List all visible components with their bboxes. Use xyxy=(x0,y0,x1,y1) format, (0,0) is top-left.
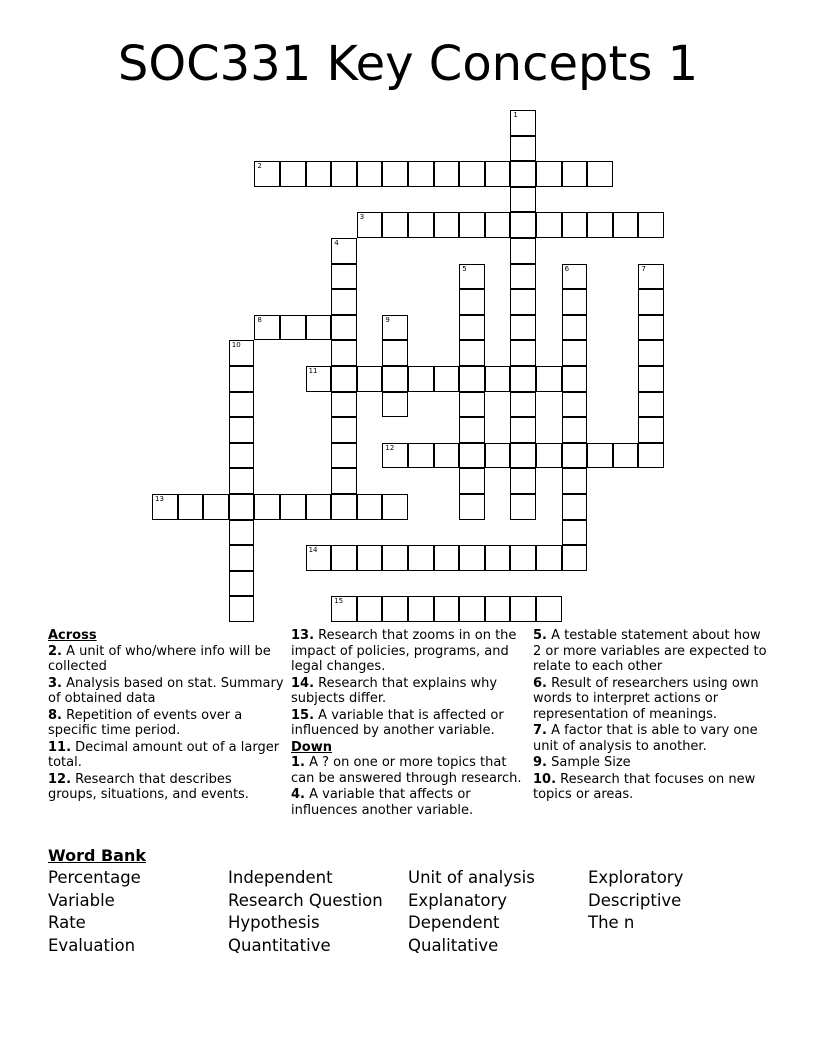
grid-cell[interactable] xyxy=(562,161,588,187)
word-bank xyxy=(48,867,808,967)
clue-number: 14 xyxy=(308,546,318,555)
grid-cell[interactable] xyxy=(229,520,255,546)
grid-cell[interactable] xyxy=(562,264,588,290)
word-bank-item: Exploratory xyxy=(588,868,684,887)
grid-cell[interactable] xyxy=(357,494,383,520)
clue xyxy=(291,755,527,786)
word-bank-item: Hypothesis xyxy=(228,913,320,932)
grid-cell[interactable] xyxy=(562,545,588,571)
grid-cell[interactable] xyxy=(510,468,536,494)
grid-cell[interactable] xyxy=(459,468,485,494)
grid-cell[interactable] xyxy=(536,596,562,622)
clue-number: 6 xyxy=(564,264,570,273)
grid-cell[interactable] xyxy=(459,443,485,469)
clue-number: 3 xyxy=(359,213,365,222)
clue-number: 7 xyxy=(641,264,646,273)
grid-cell[interactable] xyxy=(434,366,460,392)
grid-cell[interactable] xyxy=(357,545,383,571)
grid-cell[interactable] xyxy=(510,264,536,290)
grid-cell[interactable] xyxy=(536,161,562,187)
grid-cell[interactable] xyxy=(459,545,485,571)
clue-number-label: 7. xyxy=(533,723,547,738)
grid-cell[interactable] xyxy=(434,596,460,622)
clue-number: 15 xyxy=(334,597,344,606)
clue-text: Research that describes groups, situations, and events. xyxy=(48,771,249,802)
clue-number-label: 9. xyxy=(533,755,547,770)
grid-cell[interactable] xyxy=(459,212,485,238)
grid-cell[interactable] xyxy=(638,417,664,443)
clue-text: Research that zooms in on the impact of policies, programs, and legal changes. xyxy=(291,628,517,674)
grid-cell[interactable] xyxy=(459,315,485,341)
grid-cell[interactable] xyxy=(306,161,332,187)
grid-cell[interactable] xyxy=(485,545,511,571)
grid-cell[interactable] xyxy=(229,366,255,392)
clue xyxy=(533,676,769,723)
grid-cell[interactable] xyxy=(306,494,332,520)
grid-cell[interactable] xyxy=(459,340,485,366)
grid-cell[interactable] xyxy=(638,315,664,341)
grid-cell[interactable] xyxy=(510,238,536,264)
grid-cell[interactable] xyxy=(254,161,280,187)
grid-cell[interactable] xyxy=(331,494,357,520)
grid-cell[interactable] xyxy=(536,212,562,238)
grid-cell[interactable] xyxy=(229,571,255,597)
grid-cell[interactable] xyxy=(510,417,536,443)
grid-cell[interactable] xyxy=(459,264,485,290)
grid-cell[interactable] xyxy=(562,468,588,494)
grid-cell[interactable] xyxy=(510,596,536,622)
word-bank-item: Evaluation xyxy=(48,935,136,955)
grid-cell[interactable] xyxy=(510,545,536,571)
word-bank-item: Percentage xyxy=(48,868,141,887)
word-bank-item: Rate xyxy=(48,913,86,932)
grid-cell[interactable] xyxy=(306,366,332,392)
clue xyxy=(48,772,284,803)
grid-cell[interactable] xyxy=(485,443,511,469)
clue xyxy=(48,676,284,707)
grid-cell[interactable] xyxy=(562,315,588,341)
clues-column-2 xyxy=(291,628,527,819)
grid-cell[interactable] xyxy=(229,392,255,418)
grid-cell[interactable] xyxy=(229,494,255,520)
word-bank-item: Variable xyxy=(48,890,115,910)
word-bank-item: Qualitative xyxy=(408,935,499,955)
clue-number: 13 xyxy=(155,495,164,503)
clue-text: A testable statement about how 2 or more variables are expected to relate to each other xyxy=(533,628,767,674)
grid-cell[interactable] xyxy=(510,136,536,162)
grid-cell[interactable] xyxy=(306,545,332,571)
grid-cell[interactable] xyxy=(459,596,485,622)
grid-cell[interactable] xyxy=(510,161,536,187)
grid-cell[interactable] xyxy=(510,187,536,213)
grid-cell[interactable] xyxy=(254,315,280,341)
grid-cell[interactable] xyxy=(229,596,255,622)
grid-cell[interactable] xyxy=(357,212,383,238)
grid-cell[interactable] xyxy=(408,443,434,469)
clue xyxy=(48,708,284,739)
grid-cell[interactable] xyxy=(382,494,408,520)
clue-number: 8 xyxy=(257,315,262,324)
clue-number: 9 xyxy=(385,315,390,324)
page-title: SOC331 Key Concepts 1 xyxy=(117,36,699,92)
clue-text: Result of researchers using own words to interpret actions or representation of meanings. xyxy=(533,675,759,722)
clue-text: Analysis based on stat. Summary of obtained data xyxy=(48,675,284,706)
grid-cell[interactable] xyxy=(510,340,536,366)
grid-cell[interactable] xyxy=(331,340,357,366)
grid-cell[interactable] xyxy=(382,366,408,392)
grid-cell[interactable] xyxy=(331,468,357,494)
word-bank-title: Word Bank xyxy=(48,846,147,865)
across-heading: Across xyxy=(48,628,97,643)
clue-number-label: 5. xyxy=(533,628,547,643)
clue-number: 11 xyxy=(308,367,318,375)
grid-cell[interactable] xyxy=(562,494,588,520)
grid-cell[interactable] xyxy=(562,289,588,315)
clue-number: 5 xyxy=(462,264,467,273)
clue-number: 12 xyxy=(385,443,395,452)
grid-cell[interactable] xyxy=(510,212,536,238)
clue-text: A variable that is affected or influenced by another variable. xyxy=(291,707,504,738)
down-clue-list xyxy=(291,755,527,818)
grid-cell[interactable] xyxy=(331,417,357,443)
clue-text: Research that explains why subjects differ. xyxy=(291,675,498,706)
grid-cell[interactable] xyxy=(485,596,511,622)
clue xyxy=(48,644,284,675)
grid-cell[interactable] xyxy=(229,417,255,443)
word-bank-item: Independent xyxy=(228,868,333,887)
clue xyxy=(533,772,769,803)
clue-number-label: 15. xyxy=(291,707,315,723)
word-bank-item: Explanatory xyxy=(408,890,508,910)
grid-cell[interactable] xyxy=(229,545,255,571)
grid-cell[interactable] xyxy=(638,443,664,469)
grid-cell[interactable] xyxy=(562,520,588,546)
grid-cell[interactable] xyxy=(306,315,332,341)
grid-cell[interactable] xyxy=(408,545,434,571)
clue-number-label: 14. xyxy=(291,675,315,691)
grid-cell[interactable] xyxy=(408,161,434,187)
clue-number: 10 xyxy=(231,341,241,350)
clue-number-label: 11. xyxy=(48,739,72,755)
grid-cell[interactable] xyxy=(382,340,408,366)
grid-cell[interactable] xyxy=(229,443,255,469)
clue-text: Decimal amount out of a larger total. xyxy=(48,739,280,770)
grid-cell[interactable] xyxy=(459,161,485,187)
grid-cell[interactable] xyxy=(613,212,639,238)
across-clue-list xyxy=(48,644,284,803)
clue-text: A unit of who/where info will be collected xyxy=(48,643,271,674)
grid-cell[interactable] xyxy=(280,494,306,520)
grid-cell[interactable] xyxy=(562,417,588,443)
across-clue-list-continued xyxy=(291,628,527,739)
grid-cell[interactable] xyxy=(562,392,588,418)
clue-number: 2 xyxy=(257,162,262,171)
clue xyxy=(291,787,527,818)
grid-cell[interactable] xyxy=(485,366,511,392)
grid-cell[interactable] xyxy=(203,494,229,520)
clue xyxy=(533,628,769,675)
grid-cell[interactable] xyxy=(459,417,485,443)
grid-cell[interactable] xyxy=(357,161,383,187)
grid-cell[interactable] xyxy=(638,340,664,366)
grid-cell[interactable] xyxy=(382,315,408,341)
word-bank-item: Descriptive xyxy=(588,890,682,910)
grid-cell[interactable] xyxy=(536,545,562,571)
grid-cell[interactable] xyxy=(331,289,357,315)
grid-cell[interactable] xyxy=(408,596,434,622)
grid-cell[interactable] xyxy=(357,596,383,622)
grid-cell[interactable] xyxy=(638,212,664,238)
clue xyxy=(48,740,284,771)
grid-cell[interactable] xyxy=(587,443,613,469)
grid-cell[interactable] xyxy=(536,443,562,469)
grid-cell[interactable] xyxy=(254,494,280,520)
word-bank-item: The n xyxy=(588,913,635,932)
grid-cell[interactable] xyxy=(510,315,536,341)
grid-cell[interactable] xyxy=(459,289,485,315)
grid-cell[interactable] xyxy=(382,212,408,238)
clue-text: A variable that affects or influences another variable. xyxy=(291,787,474,818)
clue-text: Sample Size xyxy=(546,755,631,770)
clue-number-label: 10. xyxy=(533,771,557,787)
clue-number-label: 6. xyxy=(533,675,547,691)
grid-cell[interactable] xyxy=(562,212,588,238)
grid-cell[interactable] xyxy=(638,289,664,315)
clue-number-label: 12. xyxy=(48,771,72,787)
grid-cell[interactable] xyxy=(434,443,460,469)
grid-cell[interactable] xyxy=(434,161,460,187)
grid-cell[interactable] xyxy=(434,545,460,571)
grid-cell[interactable] xyxy=(562,443,588,469)
grid-cell[interactable] xyxy=(280,315,306,341)
grid-cell[interactable] xyxy=(280,161,306,187)
word-bank-item: Research Question xyxy=(228,890,383,910)
grid-cell[interactable] xyxy=(562,340,588,366)
grid-cell[interactable] xyxy=(587,212,613,238)
clue xyxy=(533,755,769,771)
grid-cell[interactable] xyxy=(510,494,536,520)
grid-cell[interactable] xyxy=(229,468,255,494)
grid-cell[interactable] xyxy=(510,110,536,136)
word-bank-item: Unit of analysis xyxy=(408,868,535,887)
clue-number: 4 xyxy=(334,239,339,247)
grid-cell[interactable] xyxy=(152,494,178,520)
grid-cell[interactable] xyxy=(510,289,536,315)
grid-cell[interactable] xyxy=(510,443,536,469)
grid-cell[interactable] xyxy=(638,366,664,392)
clue-number-label: 1. xyxy=(291,755,305,770)
grid-cell[interactable] xyxy=(382,392,408,418)
grid-cell[interactable] xyxy=(331,443,357,469)
grid-cell[interactable] xyxy=(562,366,588,392)
grid-cell[interactable] xyxy=(382,161,408,187)
grid-cell[interactable] xyxy=(331,161,357,187)
grid-cell[interactable] xyxy=(331,315,357,341)
grid-cell[interactable] xyxy=(178,494,204,520)
word-bank-item: Dependent xyxy=(408,913,500,932)
clue xyxy=(533,723,769,754)
grid-cell[interactable] xyxy=(382,596,408,622)
grid-cell[interactable] xyxy=(357,366,383,392)
down-heading: Down xyxy=(291,739,332,755)
grid-cell[interactable] xyxy=(510,392,536,418)
grid-cell[interactable] xyxy=(613,443,639,469)
clue-number-label: 2. xyxy=(48,643,62,659)
clue-number-label: 4. xyxy=(291,787,305,802)
clue-text: A ? on one or more topics that can be answered through research. xyxy=(291,755,522,786)
down-clue-list-continued xyxy=(533,628,769,803)
clue xyxy=(291,676,527,707)
clue-number: 1 xyxy=(513,111,518,119)
grid-cell[interactable] xyxy=(536,366,562,392)
clue-number-label: 8. xyxy=(48,707,62,723)
grid-cell[interactable] xyxy=(459,366,485,392)
grid-cell[interactable] xyxy=(638,264,664,290)
grid-cell[interactable] xyxy=(331,596,357,622)
grid-cell[interactable] xyxy=(408,366,434,392)
clue xyxy=(291,628,527,675)
grid-cell[interactable] xyxy=(331,392,357,418)
grid-cell[interactable] xyxy=(408,212,434,238)
grid-cell[interactable] xyxy=(485,161,511,187)
clue-number-label: 13. xyxy=(291,628,315,643)
clue-number-label: 3. xyxy=(48,675,62,691)
grid-cell[interactable] xyxy=(587,161,613,187)
clue-text: Repetition of events over a specific time period. xyxy=(48,707,243,738)
grid-cell[interactable] xyxy=(459,392,485,418)
grid-cell[interactable] xyxy=(638,392,664,418)
grid-cell[interactable] xyxy=(331,264,357,290)
clue xyxy=(291,708,527,739)
clues-column-1 xyxy=(48,628,284,804)
grid-cell[interactable] xyxy=(510,366,536,392)
clues-column-3 xyxy=(533,628,769,804)
grid-cell[interactable] xyxy=(382,545,408,571)
word-bank-item: Quantitative xyxy=(228,935,331,955)
clue-text: Research that focuses on new topics or areas. xyxy=(533,771,756,802)
grid-cell[interactable] xyxy=(331,545,357,571)
grid-cell[interactable] xyxy=(382,443,408,469)
clue-text: A factor that is able to vary one unit of analysis to another. xyxy=(533,723,758,754)
grid-cell[interactable] xyxy=(459,494,485,520)
grid-cell[interactable] xyxy=(331,238,357,264)
grid-cell[interactable] xyxy=(331,366,357,392)
grid-cell[interactable] xyxy=(229,340,255,366)
grid-cell[interactable] xyxy=(485,212,511,238)
grid-cell[interactable] xyxy=(434,212,460,238)
